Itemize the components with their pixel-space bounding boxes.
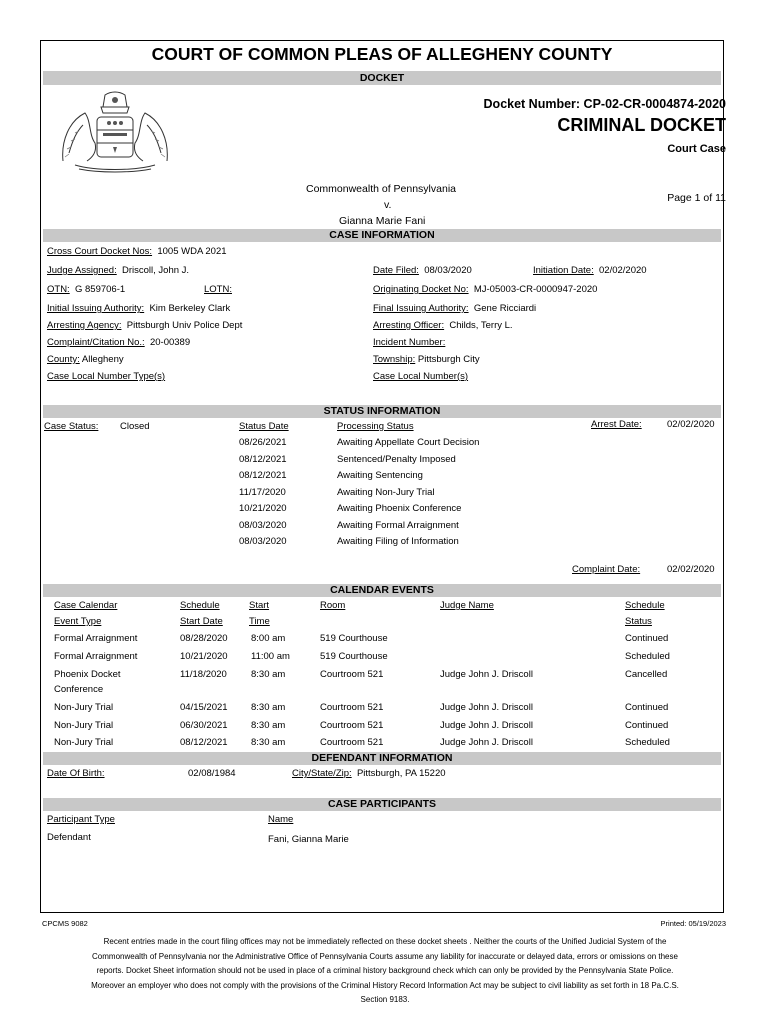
complaint-date-value: 02/02/2020 <box>667 564 715 575</box>
room: Courtroom 521 <box>320 702 384 713</box>
case-status-value: Closed <box>120 421 150 432</box>
form-id: CPCMS 9082 <box>42 919 88 928</box>
originating-docket: Originating Docket No: MJ-05003-CR-0000947-2020 <box>373 284 598 295</box>
pennsylvania-seal-icon <box>55 91 175 173</box>
processing-status: Awaiting Filing of Information <box>337 536 459 547</box>
start-time: 8:00 am <box>251 633 286 644</box>
initiation-date: Initiation Date: 02/02/2020 <box>533 265 647 276</box>
schedule-start-date: 06/30/2021 <box>180 720 228 731</box>
cal-header-event2: Event Type <box>54 616 102 627</box>
event-type: Non-Jury Trial <box>54 702 114 713</box>
arrest-date-value: 02/02/2020 <box>667 419 715 430</box>
status-date: 08/03/2020 <box>239 536 287 547</box>
room: 519 Courthouse <box>320 651 388 662</box>
status-date: 08/12/2021 <box>239 453 287 465</box>
schedule-start-date: 11/18/2020 <box>180 669 227 680</box>
judge-name: Judge John J. Driscoll <box>440 702 533 713</box>
schedule-status: Cancelled <box>625 669 668 680</box>
judge-name: Judge John J. Driscoll <box>440 720 533 731</box>
docket-number: Docket Number: CP-02-CR-0004874-2020 <box>483 97 726 111</box>
printed-date: Printed: 05/19/2023 <box>660 919 726 928</box>
status-date-header: Status Date <box>239 421 289 432</box>
schedule-status: Continued <box>625 633 669 644</box>
processing-status: Awaiting Non-Jury Trial <box>337 486 435 498</box>
arrest-date-label: Arrest Date: <box>591 419 642 430</box>
incident-number: Incident Number: <box>373 337 446 348</box>
court-title: COURT OF COMMON PLEAS OF ALLEGHENY COUNTY <box>151 44 613 64</box>
docket-bar: DOCKET <box>43 71 721 85</box>
room: Courtroom 521 <box>320 720 384 731</box>
defendant-information-bar: DEFENDANT INFORMATION <box>43 752 721 765</box>
processing-status: Awaiting Appellate Court Decision <box>337 437 480 448</box>
case-participants-bar: CASE PARTICIPANTS <box>43 798 721 811</box>
complaint-date-label: Complaint Date: <box>572 564 641 575</box>
caption-commonwealth: Commonwealth of Pennsylvania <box>306 183 456 195</box>
processing-status: Awaiting Sentencing <box>337 470 423 481</box>
final-issuing-authority: Final Issuing Authority: Gene Ricciardi <box>373 303 537 314</box>
case-local-number-type: Case Local Number Type(s) <box>47 371 166 382</box>
complaint-citation: Complaint/Citation No.: 20-00389 <box>47 337 191 348</box>
schedule-start-date: 08/12/2021 <box>180 737 228 748</box>
status-date: 11/17/2020 <box>239 486 286 498</box>
event-type: Non-Jury Trial <box>54 737 114 748</box>
dob-label: Date Of Birth: <box>47 768 105 779</box>
start-time: 8:30 am <box>251 669 286 680</box>
otn: OTN: G 859706-1 <box>47 284 126 295</box>
caption-versus: v. <box>384 199 392 211</box>
cal-header-status1: Schedule <box>625 600 665 611</box>
event-type: Formal Arraignment <box>54 633 138 644</box>
room: 519 Courthouse <box>320 633 388 644</box>
initial-issuing-authority: Initial Issuing Authority: Kim Berkeley Clark <box>47 303 231 314</box>
processing-status: Sentenced/Penalty Imposed <box>337 453 456 465</box>
start-time: 8:30 am <box>251 720 286 731</box>
city-state-zip: City/State/Zip: Pittsburgh, PA 15220 <box>292 768 446 779</box>
date-filed: Date Filed: 08/03/2020 <box>373 265 472 276</box>
schedule-start-date: 04/15/2021 <box>180 702 228 713</box>
schedule-status: Continued <box>625 702 669 713</box>
township: Township: Pittsburgh City <box>373 354 480 365</box>
status-date: 08/12/2021 <box>239 470 287 481</box>
cal-header-room: Room <box>320 600 346 611</box>
docket-type: CRIMINAL DOCKET <box>557 115 726 135</box>
cal-header-sched1: Schedule <box>180 600 220 611</box>
cal-header-event1: Case Calendar <box>54 600 118 611</box>
county: County: Allegheny <box>47 354 124 365</box>
room: Courtroom 521 <box>320 737 384 748</box>
processing-status-header: Processing Status <box>337 421 414 432</box>
participant-name-value: Fani, Gianna Marie <box>268 834 349 845</box>
judge-assigned: Judge Assigned: Driscoll, John J. <box>47 265 190 276</box>
docket-frame <box>40 40 724 913</box>
judge-name: Judge John J. Driscoll <box>440 669 533 680</box>
calendar-events-bar: CALENDAR EVENTS <box>43 584 721 597</box>
cal-header-status2: Status <box>625 616 652 627</box>
cal-header-judge: Judge Name <box>440 600 494 611</box>
room: Courtroom 521 <box>320 669 384 680</box>
event-type: Formal Arraignment <box>54 651 138 662</box>
event-type-cont: Conference <box>54 684 104 695</box>
schedule-status: Scheduled <box>625 737 670 748</box>
start-time: 8:30 am <box>251 737 286 748</box>
event-type: Non-Jury Trial <box>54 720 114 731</box>
disclaimer: Recent entries made in the court filing offices may not be immediately reflected on these docket sheets . Neither the courts of the Unified Judicial System of the Commonwealth of Pennsylvania nor the Administrative Office of Pennsylvania Courts assume any liability for inaccurate or delayed data, errors or omissions on these reports. Docket Sheet information should not be used in place of a criminal history background check which can only be provided by the Pennsylvania State Police. Moreover an employer who does not comply with the provisions of the Criminal History Record Information Act may be subject to civil liability as set forth in 18 Pa.C.S. Section 9183. <box>91 937 679 1004</box>
participant-type-header: Participant Type <box>47 814 115 825</box>
cal-header-start2: Time <box>249 616 270 627</box>
cross-court-docket: Cross Court Docket Nos: 1005 WDA 2021 <box>47 246 227 257</box>
participant-name-header: Name <box>268 814 294 825</box>
participant-type-value: Defendant <box>47 832 91 843</box>
case-status-label: Case Status: <box>44 421 99 432</box>
start-time: 11:00 am <box>251 651 290 662</box>
event-type: Phoenix Docket <box>54 669 121 680</box>
caption-defendant: Gianna Marie Fani <box>339 215 426 227</box>
status-date: 08/26/2021 <box>239 437 287 448</box>
status-date: 10/21/2020 <box>239 503 287 514</box>
schedule-status: Continued <box>625 720 669 731</box>
processing-status: Awaiting Phoenix Conference <box>337 503 462 514</box>
schedule-start-date: 08/28/2020 <box>180 633 228 644</box>
cal-header-start1: Start <box>249 600 270 611</box>
lotn: LOTN: <box>204 284 232 295</box>
page-number: Page 1 of 11 <box>667 192 726 204</box>
status-date: 08/03/2020 <box>239 519 287 531</box>
case-kind: Court Case <box>667 143 726 155</box>
arresting-officer: Arresting Officer: Childs, Terry L. <box>373 320 513 331</box>
case-local-number: Case Local Number(s) <box>373 371 469 382</box>
case-information-bar: CASE INFORMATION <box>43 229 721 242</box>
cal-header-sched2: Start Date <box>180 616 223 627</box>
dob-value: 02/08/1984 <box>188 768 236 779</box>
schedule-status: Scheduled <box>625 651 670 662</box>
status-information-bar: STATUS INFORMATION <box>43 405 721 418</box>
judge-name: Judge John J. Driscoll <box>440 737 533 748</box>
processing-status: Awaiting Formal Arraignment <box>337 519 459 531</box>
arresting-agency: Arresting Agency: Pittsburgh Univ Police Dept <box>47 320 243 331</box>
schedule-start-date: 10/21/2020 <box>180 651 228 662</box>
start-time: 8:30 am <box>251 702 286 713</box>
